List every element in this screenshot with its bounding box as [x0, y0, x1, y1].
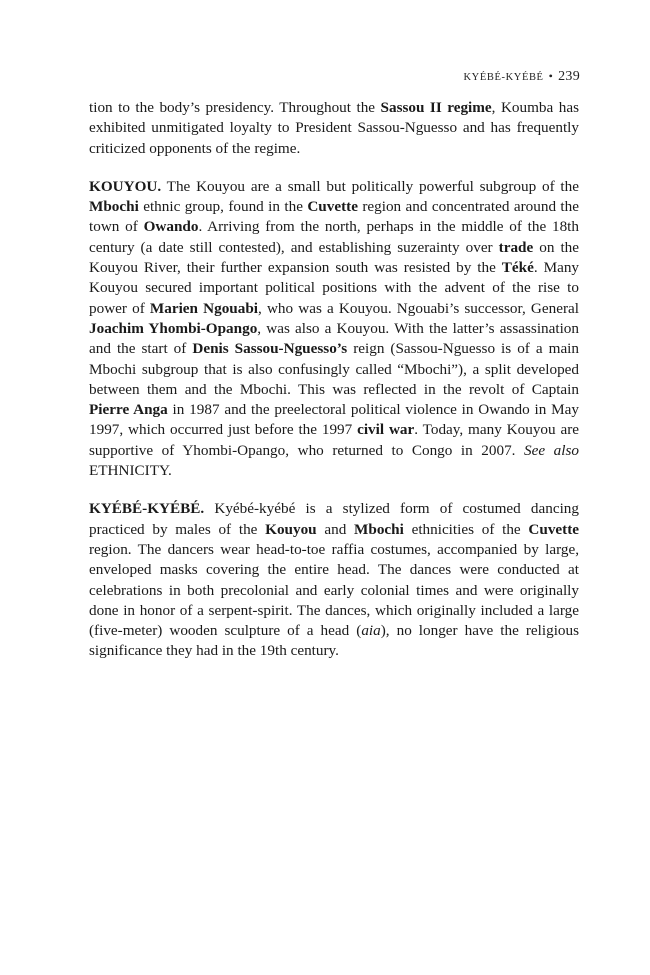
running-head-bullet: • — [548, 69, 554, 83]
text-run: on the Kouyou River, their further expansion south was resisted by the — [89, 238, 580, 277]
entry-body — [89, 500, 579, 659]
italic-term: See also — [524, 441, 579, 459]
text-run: ETHNICITY. — [89, 462, 172, 480]
text-run: The Kouyou are a small but politically powerful subgroup of the — [161, 177, 579, 195]
bold-term: Joachim Yhombi-Opango — [89, 319, 258, 337]
text-run: ethnicities of the — [403, 520, 529, 538]
bold-term: Sassou II regime — [380, 99, 492, 116]
body-text — [89, 98, 579, 662]
bold-term: Marien Ngouabi — [149, 299, 258, 317]
bold-term: Pierre Anga — [89, 401, 168, 419]
entry-body — [89, 178, 579, 479]
bold-term: Owando — [143, 218, 199, 236]
entry-headword: KOUYOU. — [89, 177, 162, 195]
page-number: 239 — [558, 69, 580, 84]
text-run: region and concentrated around the town of — [89, 198, 579, 236]
bold-term: civil war — [357, 421, 415, 439]
text-run: , was also a Kouyou. With the latter’s assassination and the start of — [89, 319, 579, 358]
text-run: . Today, many Kouyou are supportive of Yhombi-Opango, who returned to Congo in 2007. — [89, 421, 579, 459]
bold-term: Cuvette — [528, 520, 580, 538]
text-run: . Many Kouyou secured important political positions with the advent of the rise to power of — [89, 259, 580, 317]
text-run: ethnic group, found in the — [138, 198, 308, 216]
text-run: region. The dancers wear head-to-toe raffia costumes, accompanied by large, enveloped masks covering the entire head. The dances were conducted at celebrations in both precolonial and early colonial times and were originally done in honor of a serpent-spirit. The dances, which originally included a large (five-meter) wooden sculpture of a head ( — [89, 540, 579, 640]
entry-kyebe-kyebe — [89, 499, 579, 661]
bold-term: Denis Sassou-Nguesso’s — [192, 340, 348, 358]
text-run: Kyébé-kyébé is a stylized form of costumed dancing practiced by males of the — [89, 500, 579, 538]
continuation-paragraph — [89, 98, 579, 159]
bold-term: Cuvette — [307, 198, 358, 216]
entry-headword: KYÉBÉ-KYÉBÉ. — [89, 500, 205, 518]
italic-term: aia — [361, 622, 381, 640]
bold-term: Téké — [501, 259, 534, 277]
bold-term: Kouyou — [265, 520, 317, 538]
text-run: . Arriving from the north, perhaps in the middle of the 18th century (a date still contested), and establishing suzerainty over — [89, 218, 579, 256]
text-run: and — [316, 520, 355, 538]
text-run: , who was a Kouyou. Ngouabi’s successor, General — [258, 299, 579, 317]
bold-term: Mbochi — [89, 198, 139, 216]
text-run: ), no longer have the religious significance they had in the 19th century. — [89, 622, 580, 660]
bold-term: trade — [498, 238, 534, 256]
text-run: , Koumba has exhibited unmitigated loyalty to President Sassou-Nguesso and has frequently criticized opponents of the regime. — [89, 99, 579, 157]
text-run: in 1987 and the preelectoral political violence in Owando in May 1997, which occurred just before the 1997 — [89, 401, 579, 439]
running-head-title: KYÉBÉ-KYÉBÉ — [463, 72, 544, 83]
text-run: reign (Sassou-Nguesso is of a main Mbochi subgroup that is also confusingly called “Mbochi”), a split developed between them and the Mbochi. This was reflected in the revolt of Captain — [89, 340, 579, 398]
bold-term: Mbochi — [354, 520, 404, 538]
text-run: tion to the body’s presidency. Throughout the — [89, 99, 381, 116]
running-head — [463, 68, 580, 85]
entry-kouyou — [89, 177, 579, 481]
